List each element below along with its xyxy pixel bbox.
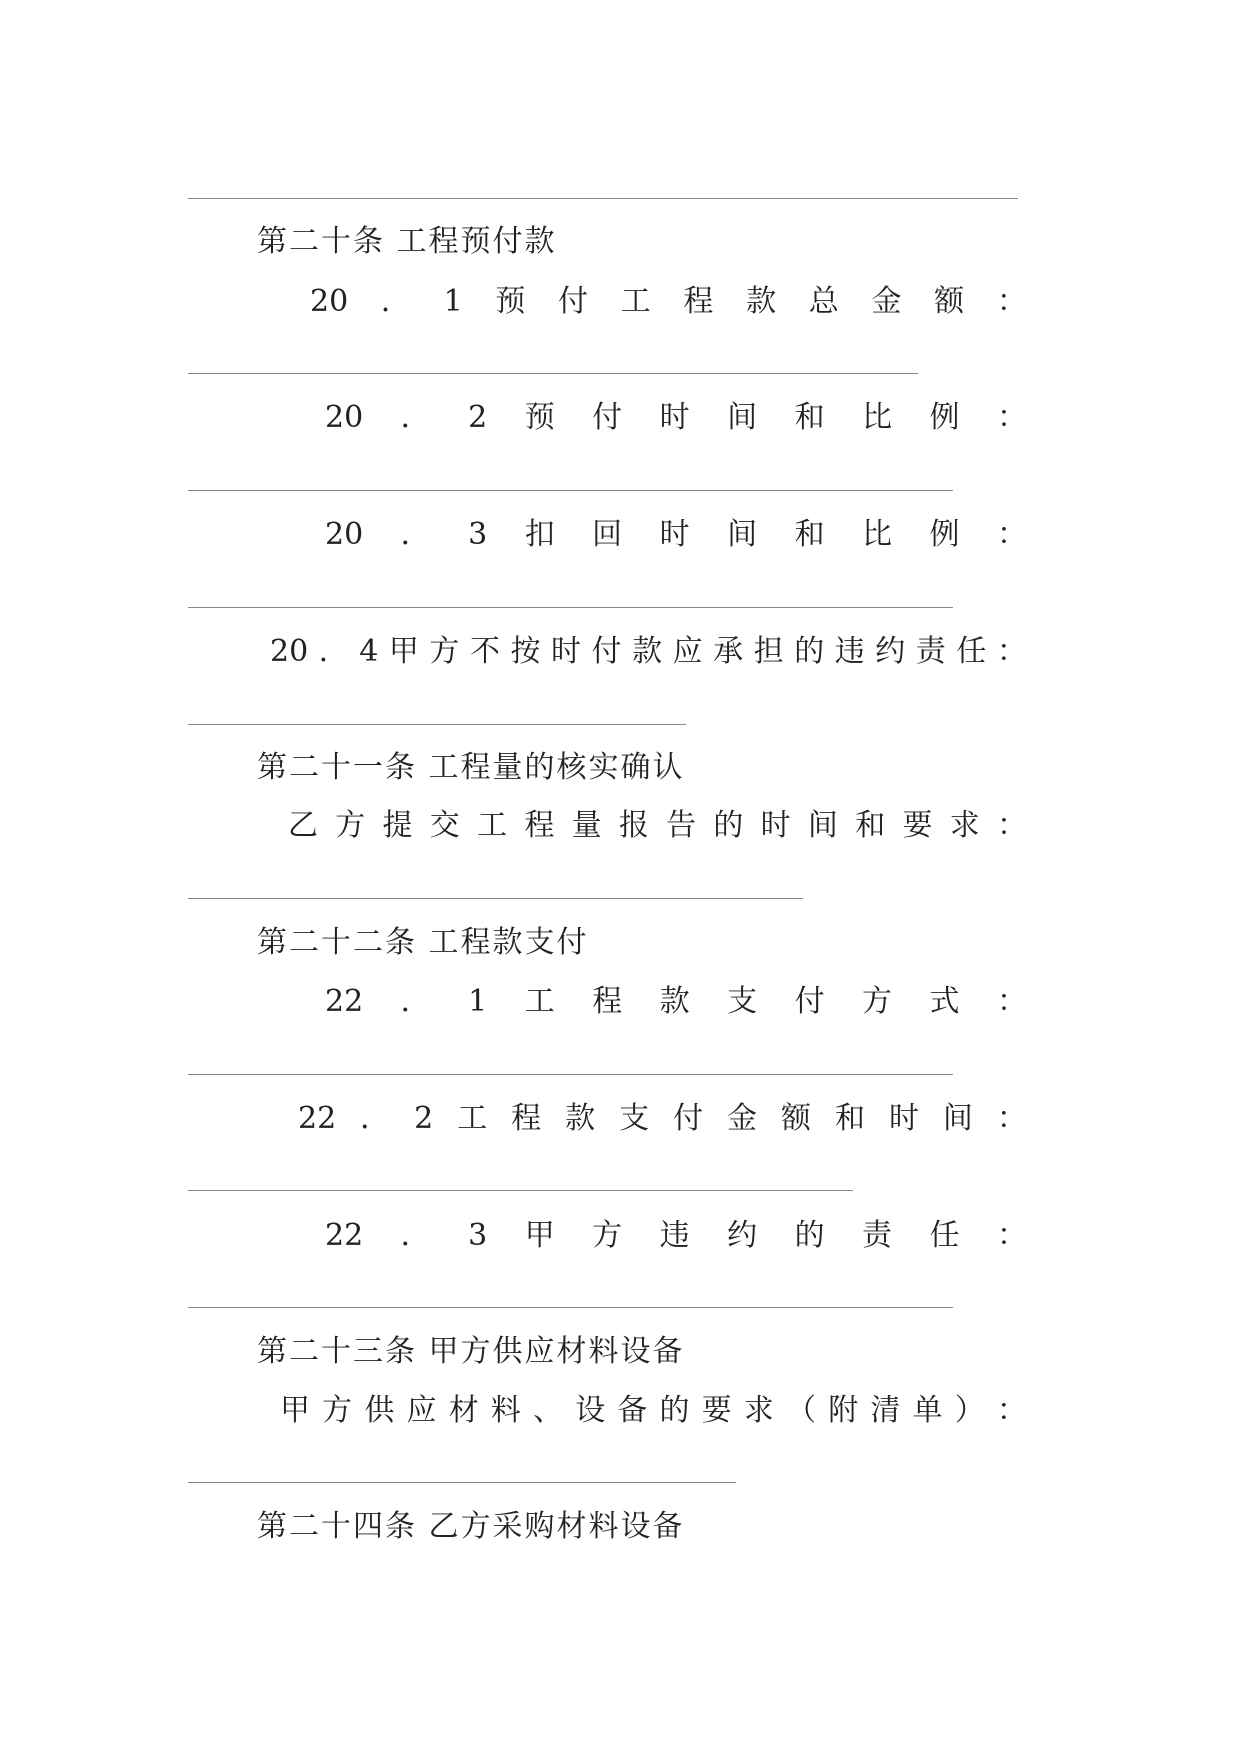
- clause-char: ．: [380, 284, 411, 319]
- clause-char: 的: [659, 1393, 690, 1428]
- clause-char: 量: [571, 808, 602, 843]
- article-heading: 第二十条 工程预付款: [257, 224, 557, 259]
- clause-char: 时: [760, 808, 791, 843]
- clause-char: ．: [400, 984, 431, 1019]
- article-heading: 第二十一条 工程量的核实确认: [257, 750, 685, 785]
- clause-char: 、: [533, 1393, 564, 1428]
- clause-char: ．: [400, 1218, 431, 1253]
- clause-char: 式: [929, 984, 960, 1019]
- clause-char: 工: [524, 984, 555, 1019]
- clause-char: 的: [794, 634, 825, 669]
- clause-char: 付: [673, 1101, 704, 1136]
- clause-char: 付: [592, 400, 623, 435]
- clause-char: 交: [429, 808, 460, 843]
- blank-line: [188, 724, 686, 725]
- clause-char: 款: [565, 1101, 596, 1136]
- blank-line: [188, 1307, 953, 1308]
- clause-char: 方: [429, 634, 460, 669]
- clause-char: 比: [862, 400, 893, 435]
- clause-char: 金: [727, 1101, 758, 1136]
- clause-char: 要: [902, 808, 933, 843]
- blank-line: [188, 1482, 736, 1483]
- clause-item: [288, 808, 1027, 844]
- clause-char: 甲: [524, 1218, 555, 1253]
- clause-char: 方: [335, 808, 366, 843]
- clause-char: 和: [834, 1101, 865, 1136]
- clause-char: 例: [929, 400, 960, 435]
- clause-char: 和: [794, 517, 825, 552]
- clause-char: 告: [666, 808, 697, 843]
- clause-item: [298, 1101, 1027, 1137]
- clause-char: 间: [807, 808, 838, 843]
- clause-char: 3: [468, 517, 488, 552]
- clause-char: 22: [325, 984, 364, 1019]
- clause-char: 违: [659, 1218, 690, 1253]
- clause-char: 付: [591, 634, 622, 669]
- clause-char: ：: [996, 400, 1027, 435]
- clause-item: [325, 984, 1027, 1020]
- clause-char: 付: [794, 984, 825, 1019]
- clause-char: 程: [511, 1101, 542, 1136]
- clause-char: 清: [870, 1393, 901, 1428]
- blank-line: [188, 898, 803, 899]
- clause-char: 供: [364, 1393, 395, 1428]
- clause-char: ．: [318, 634, 349, 669]
- clause-char: 的: [713, 808, 744, 843]
- blank-line: [188, 1190, 853, 1191]
- blank-line: [188, 1074, 953, 1075]
- clause-char: 回: [592, 517, 623, 552]
- clause-char: 款: [632, 634, 663, 669]
- clause-char: 甲: [388, 634, 419, 669]
- clause-char: 备: [617, 1393, 648, 1428]
- clause-char: 间: [727, 517, 758, 552]
- clause-char: 支: [619, 1101, 650, 1136]
- clause-char: 时: [888, 1101, 919, 1136]
- clause-char: 约: [727, 1218, 758, 1253]
- clause-char: 担: [753, 634, 784, 669]
- clause-char: 求: [949, 808, 980, 843]
- clause-char: 方: [862, 984, 893, 1019]
- clause-char: ：: [996, 1218, 1027, 1253]
- clause-char: ．: [400, 400, 431, 435]
- clause-char: 22: [298, 1101, 337, 1136]
- clause-char: 设: [575, 1393, 606, 1428]
- clause-char: 款: [659, 984, 690, 1019]
- clause-char: 时: [659, 400, 690, 435]
- clause-char: 例: [929, 517, 960, 552]
- clause-item: [325, 1218, 1027, 1254]
- clause-char: 求: [743, 1393, 774, 1428]
- clause-char: 任: [929, 1218, 960, 1253]
- clause-char: ：: [996, 1393, 1027, 1428]
- clause-char: 程: [524, 808, 555, 843]
- blank-line: [188, 607, 953, 608]
- clause-char: 扣: [524, 517, 555, 552]
- clause-char: 程: [683, 284, 714, 319]
- clause-char: 承: [713, 634, 744, 669]
- clause-char: 责: [862, 1218, 893, 1253]
- clause-char: 付: [558, 284, 589, 319]
- clause-char: 附: [828, 1393, 859, 1428]
- clause-char: 的: [794, 1218, 825, 1253]
- clause-char: ．: [360, 1101, 391, 1136]
- clause-char: 2: [468, 400, 488, 435]
- clause-item: [280, 1393, 1027, 1429]
- clause-char: 间: [727, 400, 758, 435]
- clause-char: 金: [871, 284, 902, 319]
- clause-char: ．: [400, 517, 431, 552]
- clause-char: 20: [325, 517, 364, 552]
- clause-char: 工: [620, 284, 651, 319]
- article-heading: 第二十二条 工程款支付: [257, 925, 589, 960]
- clause-char: 违: [834, 634, 865, 669]
- clause-char: 甲: [280, 1393, 310, 1428]
- clause-char: 应: [672, 634, 703, 669]
- clause-char: 1: [443, 284, 463, 319]
- clause-char: 和: [855, 808, 886, 843]
- clause-char: 20: [270, 634, 309, 669]
- clause-item: [325, 517, 1027, 553]
- clause-char: 支: [727, 984, 758, 1019]
- clause-char: 4: [359, 634, 379, 669]
- clause-char: 22: [325, 1218, 364, 1253]
- clause-char: 任: [956, 634, 987, 669]
- clause-char: 款: [746, 284, 777, 319]
- clause-char: 乙: [288, 808, 318, 843]
- clause-char: 方: [322, 1393, 353, 1428]
- clause-item: [310, 284, 1027, 320]
- clause-char: 工: [477, 808, 508, 843]
- clause-char: 间: [942, 1101, 973, 1136]
- clause-char: 要: [701, 1393, 732, 1428]
- clause-char: 应: [406, 1393, 437, 1428]
- clause-char: 和: [794, 400, 825, 435]
- clause-char: 工: [457, 1101, 488, 1136]
- clause-char: 3: [468, 1218, 488, 1253]
- article-heading: 第二十四条 乙方采购材料设备: [257, 1509, 685, 1544]
- clause-char: 责: [915, 634, 946, 669]
- clause-char: 单: [912, 1393, 943, 1428]
- clause-char: 约: [875, 634, 906, 669]
- clause-char: 20: [325, 400, 364, 435]
- blank-line: [188, 198, 1018, 199]
- clause-char: 不: [469, 634, 500, 669]
- clause-char: 料: [490, 1393, 521, 1428]
- blank-line: [188, 490, 953, 491]
- clause-char: 提: [382, 808, 413, 843]
- clause-char: ）: [954, 1393, 985, 1428]
- clause-char: 按: [510, 634, 541, 669]
- clause-char: ：: [996, 517, 1027, 552]
- clause-char: 预: [495, 284, 526, 319]
- clause-char: ：: [996, 984, 1027, 1019]
- clause-char: ：: [996, 808, 1027, 843]
- clause-char: 报: [618, 808, 649, 843]
- clause-char: 1: [468, 984, 488, 1019]
- clause-char: 材: [448, 1393, 479, 1428]
- clause-char: 比: [862, 517, 893, 552]
- clause-char: 预: [524, 400, 555, 435]
- clause-item: [270, 634, 1027, 670]
- clause-char: 额: [781, 1101, 811, 1136]
- blank-line: [188, 373, 918, 374]
- clause-char: 20: [310, 284, 349, 319]
- clause-char: （: [786, 1393, 817, 1428]
- clause-char: ：: [996, 1101, 1027, 1136]
- clause-char: 时: [551, 634, 581, 669]
- clause-char: 额: [934, 284, 965, 319]
- article-heading: 第二十三条 甲方供应材料设备: [257, 1334, 685, 1369]
- clause-char: 程: [592, 984, 623, 1019]
- clause-char: 方: [592, 1218, 623, 1253]
- clause-item: [325, 400, 1027, 436]
- clause-char: ：: [996, 284, 1027, 319]
- clause-char: ：: [996, 634, 1027, 669]
- clause-char: 2: [414, 1101, 434, 1136]
- clause-char: 总: [808, 284, 839, 319]
- clause-char: 时: [659, 517, 690, 552]
